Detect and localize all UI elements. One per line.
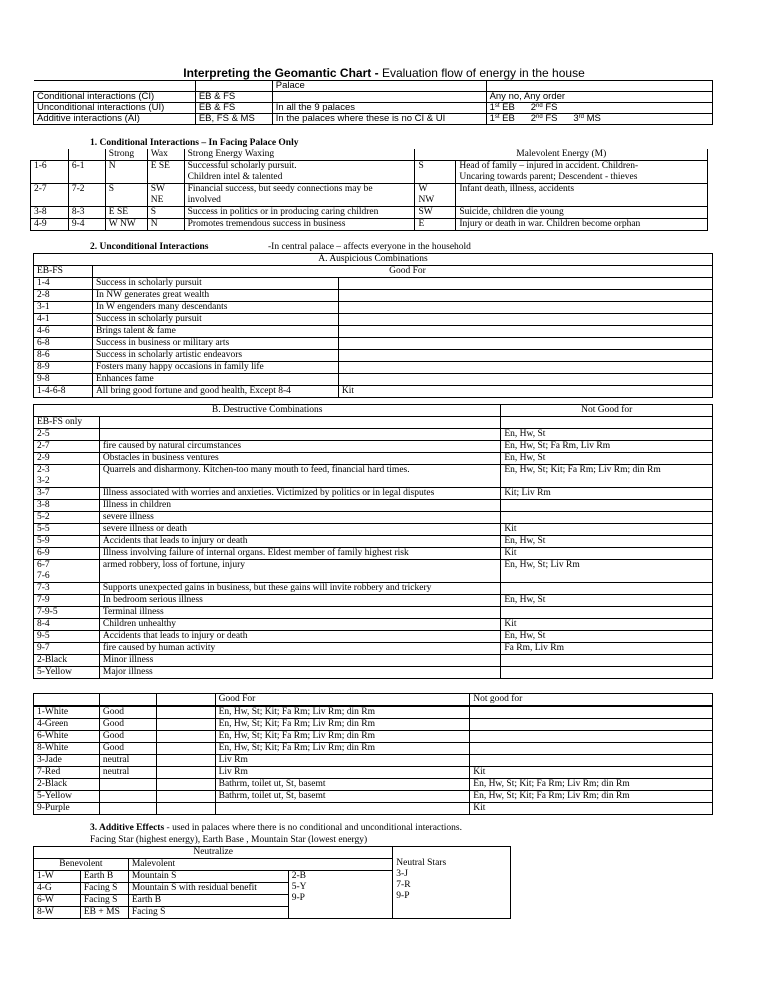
ai-label: Additive interactions (AI)	[34, 114, 196, 125]
table-row: 9-7 fire caused by human activity Fa Rm, Liv Rm	[34, 643, 713, 655]
not-good-for-header: Not good for	[470, 694, 713, 706]
not-good-for-header: Not Good for	[501, 405, 713, 417]
additive-table: Neutralize Neutral Stars 3-J 7-R 9-P Benevolent Malevolent 1-W Earth B Mountain S 2-B 5-Y 9-P 4-G Facing S Mountain S with residual benefit 6-W Facing S Earth B 8-W EB + MS Facing S	[33, 846, 511, 919]
interaction-table: Palace Conditional interactions (CI) EB & FS Any no, Any order Unconditional interactions (UI) EB & FS In all the 9 palaces 1st EB 2nd FS Additive interactions (AI) EB, FS & MS In the palaces where these is no CI & UI 1st EB 2nd FS 3rd MS	[33, 80, 713, 125]
table-row: 7-9-5 Terminal illness	[34, 607, 713, 619]
ai-order: 1st EB 2nd FS 3rd MS	[486, 114, 712, 125]
table-row: 5-5 severe illness or death Kit	[34, 524, 713, 536]
auspicious-title: A. Auspicious Combinations	[34, 254, 713, 266]
table-row: 2-Black Bathrm, toilet ut, St, basemt En, Hw, St; Kit; Fa Rm; Liv Rm; din Rm	[34, 779, 713, 791]
table-row: 4-9 9-4 W NW N Promotes tremendous success in business E Injury or death in war. Children become orphan	[31, 219, 708, 231]
table-row: 3-8 Illness in children	[34, 500, 713, 512]
table-row: 8-9 Fosters many happy occasions in family life	[34, 362, 713, 374]
table-row: 1-4 Success in scholarly pursuit	[34, 278, 713, 290]
table-row: 6-8 Success in business or military arts	[34, 338, 713, 350]
ui-order: 1st EB 2nd FS	[486, 103, 712, 114]
page-title: Interpreting the Geomantic Chart - Evaluation flow of energy in the house	[183, 66, 585, 80]
neutral-stars-label: Neutral Stars	[396, 858, 447, 868]
table-row: 8-White Good En, Hw, St; Kit; Fa Rm; Liv Rm; din Rm	[34, 743, 713, 755]
table-row: 9-Purple Kit	[34, 803, 713, 815]
table-row: 6-White Good En, Hw, St; Kit; Fa Rm; Liv Rm; din Rm	[34, 731, 713, 743]
table-row: 1-6 6-1 N E SE Successful scholarly pursuit. Children intel & talented S Head of family – injured in accident. Children- Uncaring towards parent; Descendent - thieves	[31, 161, 708, 184]
table-row: 3-7 Illness associated with worries and anxieties. Victimized by politics or in legal disputes Kit; Liv Rm	[34, 488, 713, 500]
table-row: 8-4 Children unhealthy Kit	[34, 619, 713, 631]
good-for-header: Good For	[215, 694, 470, 706]
table-row: 6-W Facing S Earth B	[34, 895, 511, 907]
stars-table	[33, 693, 713, 815]
table-row: 1-White Good En, Hw, St; Kit; Fa Rm; Liv Rm; din Rm	[34, 707, 713, 719]
table-row: 9-5 Accidents that leads to injury or death En, Hw, St	[34, 631, 713, 643]
table-row: 8-6 Success in scholarly artistic endeavors	[34, 350, 713, 362]
table-row: 4-G Facing S Mountain S with residual benefit	[34, 883, 511, 895]
table-row: 5-Yellow Bathrm, toilet ut, St, basemt En, Hw, St; Kit; Fa Rm; Liv Rm; din Rm	[34, 791, 713, 803]
table-row: 3-1 In W engenders many descendants	[34, 302, 713, 314]
section3-subline: Facing Star (highest energy), Earth Base , Mountain Star (lowest energy)	[90, 835, 368, 845]
table-row: 4-6 Brings talent & fame	[34, 326, 713, 338]
table-row: 2-Black Minor illness	[34, 655, 713, 667]
table-row: 1-W Earth B Mountain S 2-B 5-Y 9-P	[34, 871, 511, 883]
table-row: 2-9 Obstacles in business ventures En, Hw, St	[34, 453, 713, 465]
table-row: 6-7 7-6 armed robbery, loss of fortune, injury En, Hw, St; Liv Rm	[34, 560, 713, 583]
table-row: 2-7 7-2 S SW NE Financial success, but seedy connections may be involved W NW Infant death, illness, accidents	[31, 184, 708, 207]
table-row: 7-9 In bedroom serious illness En, Hw, St	[34, 595, 713, 607]
table-row: 3-8 8-3 E SE S Success in politics or in producing caring children SW Suicide, children die young	[31, 207, 708, 219]
ui-label: Unconditional interactions (UI)	[34, 103, 196, 114]
malevolent-label: Malevolent	[128, 859, 392, 871]
table-row: 5-2 severe illness	[34, 512, 713, 524]
benevolent-label: Benevolent	[34, 859, 129, 871]
section1-heading: 1. Conditional Interactions – In Facing Palace Only	[90, 138, 299, 148]
table-row: 7-Red neutral Liv Rm Kit	[34, 767, 713, 779]
table-row: 8-W EB + MS Facing S	[34, 907, 511, 919]
table-row: 7-3 Supports unexpected gains in business, but these gains will invite robbery and trickery	[34, 583, 713, 595]
table-row: 3-Jade neutral Liv Rm	[34, 755, 713, 767]
table-row: 2-7 fire caused by natural circumstances En, Hw, St; Fa Rm, Liv Rm	[34, 441, 713, 453]
table-row: 5-9 Accidents that leads to injury or death En, Hw, St	[34, 536, 713, 548]
destructive-title: B. Destructive Combinations	[34, 405, 501, 417]
table-row: 4-Green Good En, Hw, St; Kit; Fa Rm; Liv Rm; din Rm	[34, 719, 713, 731]
table-row: 2-8 In NW generates great wealth	[34, 290, 713, 302]
conditional-table: Strong Wax Strong Energy Waxing Malevolent Energy (M) 1-6 6-1 N E SE Successful scholarly pursuit. Children intel & talented S Head of family – injured in accident. Children- Uncaring towards parent; Descendent - thieves 2-7 7-2 S SW NE Financial success, but seedy connections may be involved W NW Infant death, illness, accidents 3-8 8-3 E SE S Success in politics or in producing caring children SW Suicide, children die young 4-9 9-4 W NW N Promotes tremendous success in business E Injury or death in war. Children become orphan	[30, 149, 708, 231]
table-row: 2-5 En, Hw, St	[34, 429, 713, 441]
table-row: 9-8 Enhances fame	[34, 374, 713, 386]
section3-heading: 3. Additive Effects - used in palaces where there is no conditional and unconditional interactions.	[90, 823, 462, 833]
header-palace: Palace	[272, 81, 486, 92]
ci-label: Conditional interactions (CI)	[34, 92, 196, 103]
section2-heading: 2. Unconditional Interactions	[90, 242, 209, 252]
auspicious-table: A. Auspicious Combinations EB-FS Good For 1-4 Success in scholarly pursuit 2-8 In NW generates great wealth 3-1 In W engenders many descendants 4-1 Success in scholarly pursuit 4-6 Brings talent & fame 6-8 Success in business or military arts 8-6 Success in scholarly artistic endeavors 8-9 Fosters many happy occasions in family life 9-8 Enhances fame 1-4-6-8 All bring good fortune and good health, Except 8-4 Kit	[33, 253, 713, 398]
neutralize-label: Neutralize	[34, 847, 393, 859]
table-row: 6-9 Illness involving failure of internal organs. Eldest member of family highest risk Kit	[34, 548, 713, 560]
table-row: 5-Yellow Major illness	[34, 667, 713, 679]
table-row: 1-4-6-8 All bring good fortune and good health, Except 8-4 Kit	[34, 386, 713, 398]
table-row: 4-1 Success in scholarly pursuit	[34, 314, 713, 326]
destructive-table: B. Destructive Combinations Not Good for EB-FS only 2-5 En, Hw, St 2-7 fire caused by natural circumstances En, Hw, St; Fa Rm, Liv Rm 2-9 Obstacles in business ventures En, Hw, St 2-3 3-2 Quarrels and disharmony. Kitchen-too many mouth to feed, financial hard times. En, Hw, St; Kit; Fa Rm; Liv Rm; din Rm 3-7 Illness associated with worries and anxieties. Victimized by politics or in legal disputes Kit; Liv Rm 3-8 Illness in children 5-2 severe illness 5-5 severe illness or death Kit 5-9 Accidents that leads to injury or death En, Hw, St 6-9 Illness involving failure of internal organs. Eldest member of family highest risk Kit 6-7 7-6 armed robbery, loss of fortune, injury En, Hw, St; Liv Rm 7-3 Supports unexpected gains in business, but these gains will invite robbery and trickery 7-9 In bedroom serious illness En, Hw, St 7-9-5 Terminal illness 8-4 Children unhealthy Kit 9-5 Accidents that leads to injury or death En, Hw, St 9-7 fire caused by human activity Fa Rm, Liv Rm 2-Black Minor illness 5-Yellow Major illness	[33, 404, 713, 679]
section2-subheading: -In central palace – affects everyone in the household	[268, 242, 471, 252]
table-row: 2-3 3-2 Quarrels and disharmony. Kitchen-too many mouth to feed, financial hard times. En, Hw, St; Kit; Fa Rm; Liv Rm; din Rm	[34, 465, 713, 488]
